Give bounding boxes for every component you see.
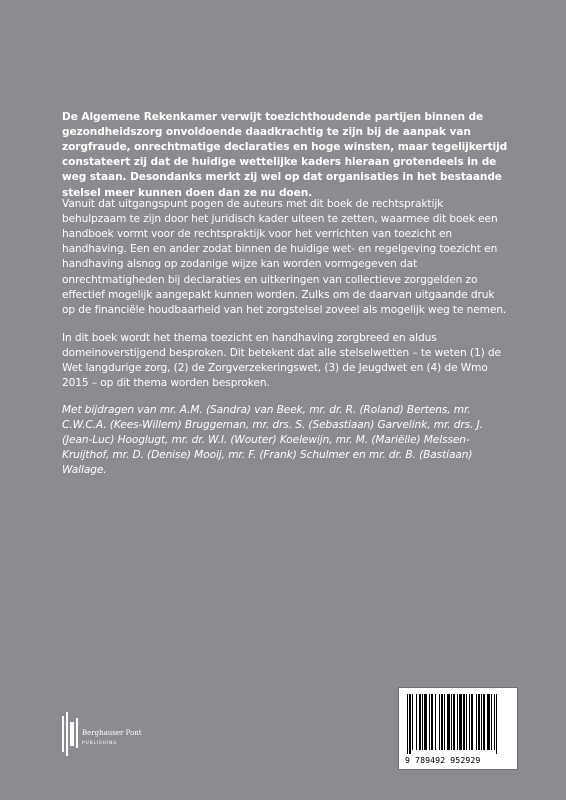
contributors-paragraph: Met bijdragen van mr. A.M. (Sandra) van Beek, mr. dr. R. (Roland) Bertens, mr. C.W.C.A. (Kees-Willem) Bruggeman, mr. drs. S. (Sebastiaan) Garvelink, mr. drs. J. (Jean-Luc) Hooglugt, mr. dr. W.I. (Wouter) Koelewijn, mr. M. (Mariëlle) Melssen-Kruijthof, mr. D. (Denise) Mooij, mr. F. (Frank) Schulmer en mr. dr. B. (Bastiaan) Wallage. (62, 403, 483, 477)
publisher-logo-mark-icon (62, 712, 84, 756)
isbn-barcode (398, 687, 518, 770)
intro-paragraph: De Algemene Rekenkamer verwijt toezichthoudende partijen binnen de gezondheidszorg onvoldoende daadkrachtig te zijn bij de aanpak van zorgfraude, onrechtmatige declaraties en hoge winsten, maar tegelijkertijd constateert zij dat de huidige wettelijke kaders hieraan grotendeels in de weg staan. Desondanks merkt zij wel op dat organisaties in het bestaande stelsel meer kunnen doen dan ze nu doen. (62, 110, 508, 199)
body-paragraph-scope: In dit boek wordt het thema toezicht en handhaving zorgbreed en aldus domeinoverstijgend besproken. Dit betekent dat alle stelselwetten – te weten (1) de Wet langdurige zorg, (2) de Zorgverzekeringswet, (3) de Jeugdwet en (4) de Wmo 2015 – op dit thema worden besproken. (62, 331, 501, 390)
isbn-number: 9 789492 952929 (405, 755, 481, 765)
body-paragraph-purpose: Vanuit dat uitgangspunt pogen de auteurs met dit boek de rechtspraktijk behulpzaam te zijn door het juridisch kader uiteen te zetten, waarmee dit boek een handboek vormt voor de rechtspraktijk voor het verrichten van toezicht en handhaving. Een en ander zodat binnen de huidige wet- en regelgeving toezicht en handhaving alsnog op zodanige wijze kan worden vormgegeven dat onrechtmatigheden bij declaraties en uitkeringen van collectieve zorggelden zo effectief mogelijk aangepakt kunnen worden. Zulks om de daarvan uitgaande druk op de financiële houdbaarheid van het zorgstelsel zoveel als mogelijk weg te nemen. (62, 197, 507, 317)
barcode-bars-icon (405, 694, 511, 754)
publisher-subtitle: PUBLISHING (82, 741, 118, 746)
publisher-name: Berghauser Pont (82, 729, 142, 737)
publisher-logo (62, 712, 152, 756)
